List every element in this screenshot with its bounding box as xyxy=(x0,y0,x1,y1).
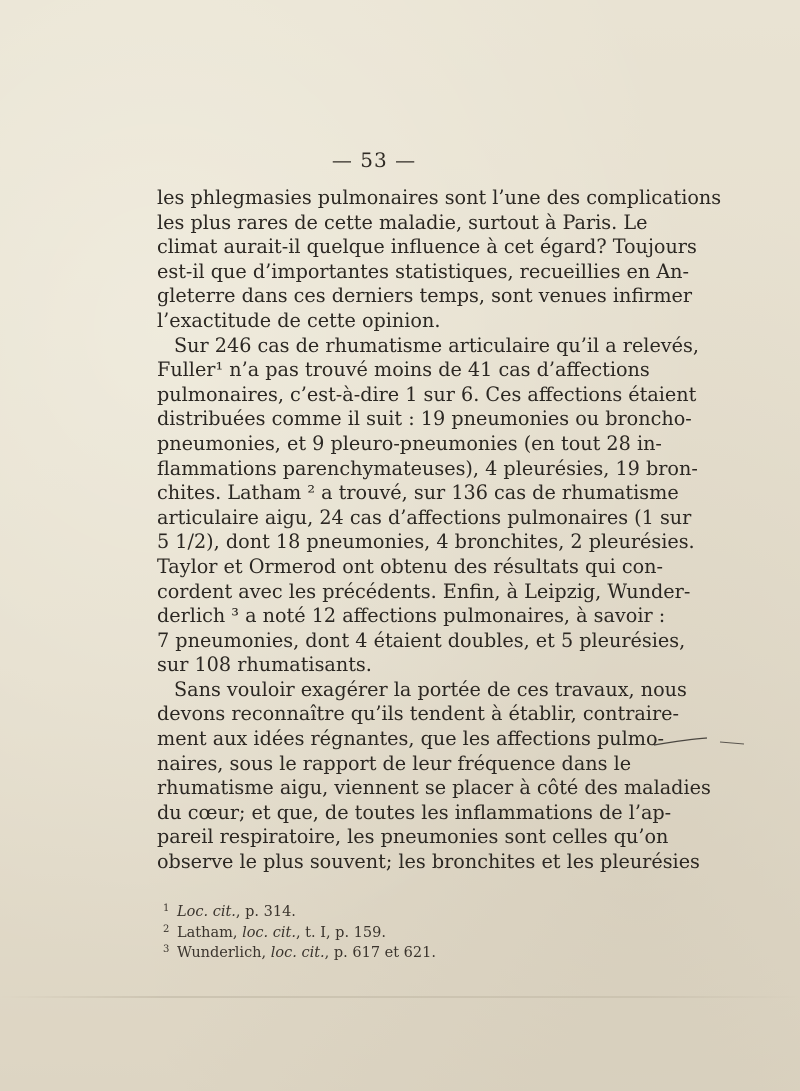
text-line: gleterre dans ces derniers temps, sont venues infirmer xyxy=(157,284,693,308)
body-text xyxy=(157,186,722,875)
text-line: distribuées comme il suit : 19 pneumonies ou broncho- xyxy=(157,407,692,431)
text-line: pneumonies, et 9 pleuro-pneumonies (en tout 28 in- xyxy=(157,431,662,455)
text-line: rhumatisme aigu, viennent se placer à côté des maladies xyxy=(157,776,711,800)
footnote-3: 3 Wunderlich, loc. cit., p. 617 et 621. xyxy=(163,944,436,961)
footnote-text: , p. 314. xyxy=(235,904,296,920)
text-line: du cœur; et que, de toutes les inflammations de l’ap- xyxy=(157,800,672,824)
text-line: Sans vouloir exagérer la portée de ces travaux, nous xyxy=(174,677,687,701)
text-line: pulmonaires, c’est-à-dire 1 sur 6. Ces affections étaient xyxy=(157,382,697,406)
text-line: sur 108 rhumatisants. xyxy=(157,653,372,677)
footnote-2: 2 Latham, loc. cit., t. I, p. 159. xyxy=(163,923,386,941)
footnote-1: 1 Loc. cit., p. 314. xyxy=(163,903,296,920)
text-line: ment aux idées régnantes, que les affections pulmo- xyxy=(157,727,664,751)
paper-fold-line xyxy=(0,996,800,998)
footnote-author: Wunderlich, xyxy=(177,945,271,961)
text-line: pareil respiratoire, les pneumonies sont celles qu’on xyxy=(157,825,669,849)
paragraph-3 xyxy=(157,677,711,875)
text-line: Fuller¹ n’a pas trouvé moins de 41 cas d’affections xyxy=(157,358,650,382)
text-line: 7 pneumonies, dont 4 étaient doubles, et 5 pleurésies, xyxy=(157,628,686,652)
text-line: devons reconnaître qu’ils tendent à établir, contraire- xyxy=(157,702,679,726)
footnote-author: Latham, xyxy=(177,924,243,941)
footnote-text: , t. I, p. 159. xyxy=(295,924,386,941)
text-line: cordent avec les précédents. Enfin, à Leipzig, Wunder- xyxy=(157,579,691,603)
text-line: les plus rares de cette maladie, surtout à Paris. Le xyxy=(157,210,648,234)
text-line: 5 1/2), dont 18 pneumonies, 4 bronchites, 2 pleurésies. xyxy=(157,530,695,554)
text-line: l’exactitude de cette opinion. xyxy=(157,308,441,332)
text-line: Sur 246 cas de rhumatisme articulaire qu’il a relevés, xyxy=(174,333,699,357)
text-line: flammations parenchymateuses), 4 pleurésies, 19 bron- xyxy=(157,456,698,480)
footnote-citation: loc. cit. xyxy=(242,924,296,941)
paragraph-2 xyxy=(157,333,699,678)
text-line: observe le plus souvent; les bronchites et les pleurésies xyxy=(157,850,700,874)
footnote-citation: loc. cit. xyxy=(270,945,325,961)
page-number: — 53 — xyxy=(331,148,417,172)
footnote-citation: Loc. cit. xyxy=(177,904,236,920)
text-line: naires, sous le rapport de leur fréquence dans le xyxy=(157,751,632,775)
pencil-stroke-mark xyxy=(652,736,747,750)
footnote-text: , p. 617 et 621. xyxy=(324,945,436,961)
paragraph-1 xyxy=(157,186,722,334)
text-line: Taylor et Ormerod ont obtenu des résultats qui con- xyxy=(157,554,663,578)
text-line: est-il que d’importantes statistiques, recueillies en An- xyxy=(157,259,690,283)
text-line: derlich ³ a noté 12 affections pulmonaires, à savoir : xyxy=(157,604,666,628)
text-line: articulaire aigu, 24 cas d’affections pulmonaires (1 sur xyxy=(157,505,692,529)
text-line: climat aurait-il quelque influence à cet égard? Toujours xyxy=(157,235,697,259)
text-line: chites. Latham ² a trouvé, sur 136 cas de rhumatisme xyxy=(157,481,679,505)
footnotes xyxy=(163,902,583,964)
text-line: les phlegmasies pulmonaires sont l’une des complications xyxy=(157,186,722,209)
